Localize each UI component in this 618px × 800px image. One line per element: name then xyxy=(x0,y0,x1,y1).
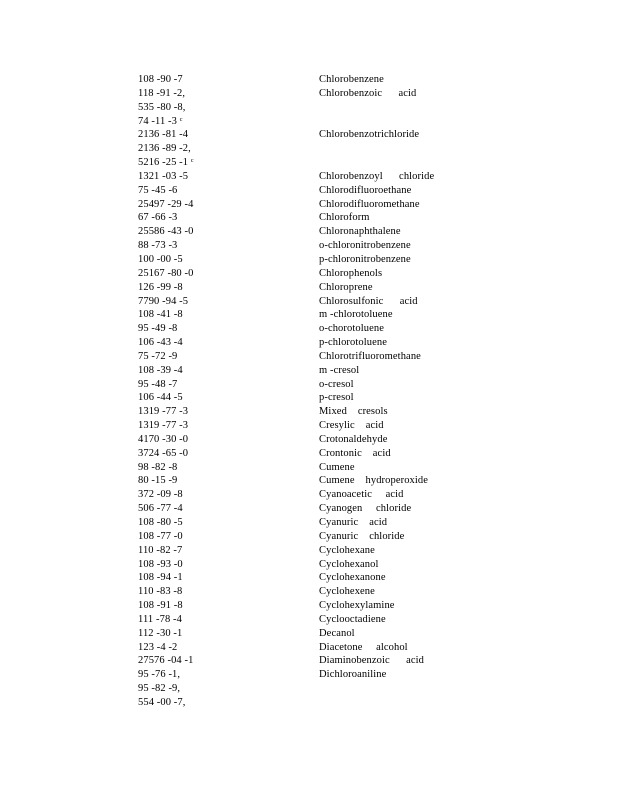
cas-number: 25586 -43 -0 xyxy=(138,226,194,238)
cas-number: 535 -80 -8, xyxy=(138,101,186,113)
cas-number: 25167 -80 -0 xyxy=(138,267,194,279)
chemical-name: Chloroform xyxy=(319,212,370,224)
chemical-name: Chlorosulfonic acid xyxy=(319,295,418,307)
cas-number: 80 -15 -9 xyxy=(138,475,178,487)
cas-number: 25497 -29 -4 xyxy=(138,198,194,210)
cas-number: 118 -91 -2, xyxy=(138,87,186,99)
chemical-name: p-cresol xyxy=(319,392,354,404)
chemical-name: Chlorophenols xyxy=(319,267,383,279)
chemical-name: Chlorobenzotrichloride xyxy=(319,129,420,141)
cas-number: 95 -49 -8 xyxy=(138,323,178,335)
cas-number: 106 -44 -5 xyxy=(138,392,183,404)
chemical-name: Cyclohexene xyxy=(319,586,375,598)
cas-number: 95 -48 -7 xyxy=(138,378,178,390)
chemical-name: Cyclohexanone xyxy=(319,572,386,584)
cas-number: 108 -77 -0 xyxy=(138,530,183,542)
chemical-name xyxy=(319,696,479,710)
cas-number: 75 -72 -9 xyxy=(138,350,178,362)
cas-number: 98 -82 -8 xyxy=(138,461,178,473)
cas-number: 95 -82 -9, xyxy=(138,683,181,695)
chemical-name: Chlorobenzoyl chloride xyxy=(319,170,435,182)
chemical-name: Mixed cresols xyxy=(319,406,388,418)
cas-number: 4170 -30 -0 xyxy=(138,433,189,445)
cas-number: 372 -09 -8 xyxy=(138,489,183,501)
chemical-name: Cyclooctadiene xyxy=(319,613,386,625)
chemical-name: o-cresol xyxy=(319,378,354,390)
cas-number-column xyxy=(138,73,298,710)
cas-number: 7790 -94 -5 xyxy=(138,295,189,307)
chemical-name: o-chloronitrobenzene xyxy=(319,240,411,252)
cas-number: 88 -73 -3 xyxy=(138,240,178,252)
cas-number: 74 -11 -3 ᶜ xyxy=(138,115,183,127)
cas-number: 108 -39 -4 xyxy=(138,364,183,376)
chemical-name: Cyclohexanol xyxy=(319,558,379,570)
chemical-name xyxy=(319,115,479,129)
cas-number: 108 -93 -0 xyxy=(138,558,183,570)
cas-number: 123 -4 -2 xyxy=(138,641,178,653)
chemical-name: Chlorobenzoic acid xyxy=(319,87,417,99)
chemical-name: Decanol xyxy=(319,627,355,639)
chemical-name: Cyclohexane xyxy=(319,544,375,556)
cas-number: 3724 -65 -0 xyxy=(138,447,189,459)
cas-number: 554 -00 -7, xyxy=(138,696,186,708)
cas-number: 126 -99 -8 xyxy=(138,281,183,293)
chemical-name: Cumene xyxy=(319,461,355,473)
chemical-name: Dichloroaniline xyxy=(319,669,387,681)
cas-number: 2136 -89 -2, xyxy=(138,143,191,155)
cas-number: 1319 -77 -3 xyxy=(138,420,189,432)
chemical-name: Chlorobenzene xyxy=(319,74,384,85)
cas-number: 1321 -03 -5 xyxy=(138,170,189,182)
chemical-name xyxy=(319,156,479,170)
chemical-name: Cyclohexylamine xyxy=(319,600,395,612)
chemical-name: Chlorotrifluoromethane xyxy=(319,350,421,362)
chemical-name: m -cresol xyxy=(319,364,360,376)
chemical-name: Chlorodifluoroethane xyxy=(319,184,412,196)
chemical-name xyxy=(319,101,479,115)
cas-number: 111 -78 -4 xyxy=(138,613,182,625)
chemical-name: p-chloronitrobenzene xyxy=(319,253,411,265)
cas-number: 108 -90 -7 xyxy=(138,74,183,85)
cas-number: 112 -30 -1 xyxy=(138,627,183,639)
chemical-name: p-chlorotoluene xyxy=(319,337,387,349)
cas-number: 75 -45 -6 xyxy=(138,184,178,196)
cas-number: 95 -76 -1, xyxy=(138,669,181,681)
cas-number: 110 -82 -7 xyxy=(138,544,183,556)
cas-number: 100 -00 -5 xyxy=(138,253,183,265)
cas-number: 67 -66 -3 xyxy=(138,212,178,224)
chemical-name: Cresylic acid xyxy=(319,420,384,432)
cas-number: 108 -91 -8 xyxy=(138,600,183,612)
chemical-name: Cyanuric acid xyxy=(319,517,388,528)
chemical-name: o-chorotoluene xyxy=(319,323,384,335)
chemical-name: Diaminobenzoic acid xyxy=(319,655,425,667)
chemical-name: Chlorodifluoromethane xyxy=(319,198,420,210)
chemical-name: Diacetone alcohol xyxy=(319,641,408,653)
cas-number: 27576 -04 -1 xyxy=(138,655,194,667)
cas-number: 2136 -81 -4 xyxy=(138,129,189,141)
chemical-name: Crotonaldehyde xyxy=(319,433,388,445)
chemical-name: Chloroprene xyxy=(319,281,373,293)
cas-number: 110 -83 -8 xyxy=(138,586,183,598)
chemical-name: Chloronaphthalene xyxy=(319,226,401,238)
chemical-name: Cyanogen chloride xyxy=(319,503,412,515)
cas-number: 108 -41 -8 xyxy=(138,309,183,321)
chemical-name: Cyanoacetic acid xyxy=(319,489,404,501)
cas-number: 506 -77 -4 xyxy=(138,503,183,515)
cas-number: 106 -43 -4 xyxy=(138,337,183,349)
chemical-name xyxy=(319,142,479,156)
chemical-name: Cumene hydroperoxide xyxy=(319,475,429,487)
chemical-name-column xyxy=(319,73,479,710)
cas-number: 1319 -77 -3 xyxy=(138,406,189,418)
chemical-name xyxy=(319,682,479,696)
cas-number: 108 -80 -5 xyxy=(138,517,183,528)
chemical-name: Crontonic acid xyxy=(319,447,391,459)
cas-number: 5216 -25 -1 ᶜ xyxy=(138,157,194,169)
cas-number: 108 -94 -1 xyxy=(138,572,183,584)
chemical-name: m -chlorotoluene xyxy=(319,309,393,321)
chemical-name: Cyanuric chloride xyxy=(319,530,405,542)
